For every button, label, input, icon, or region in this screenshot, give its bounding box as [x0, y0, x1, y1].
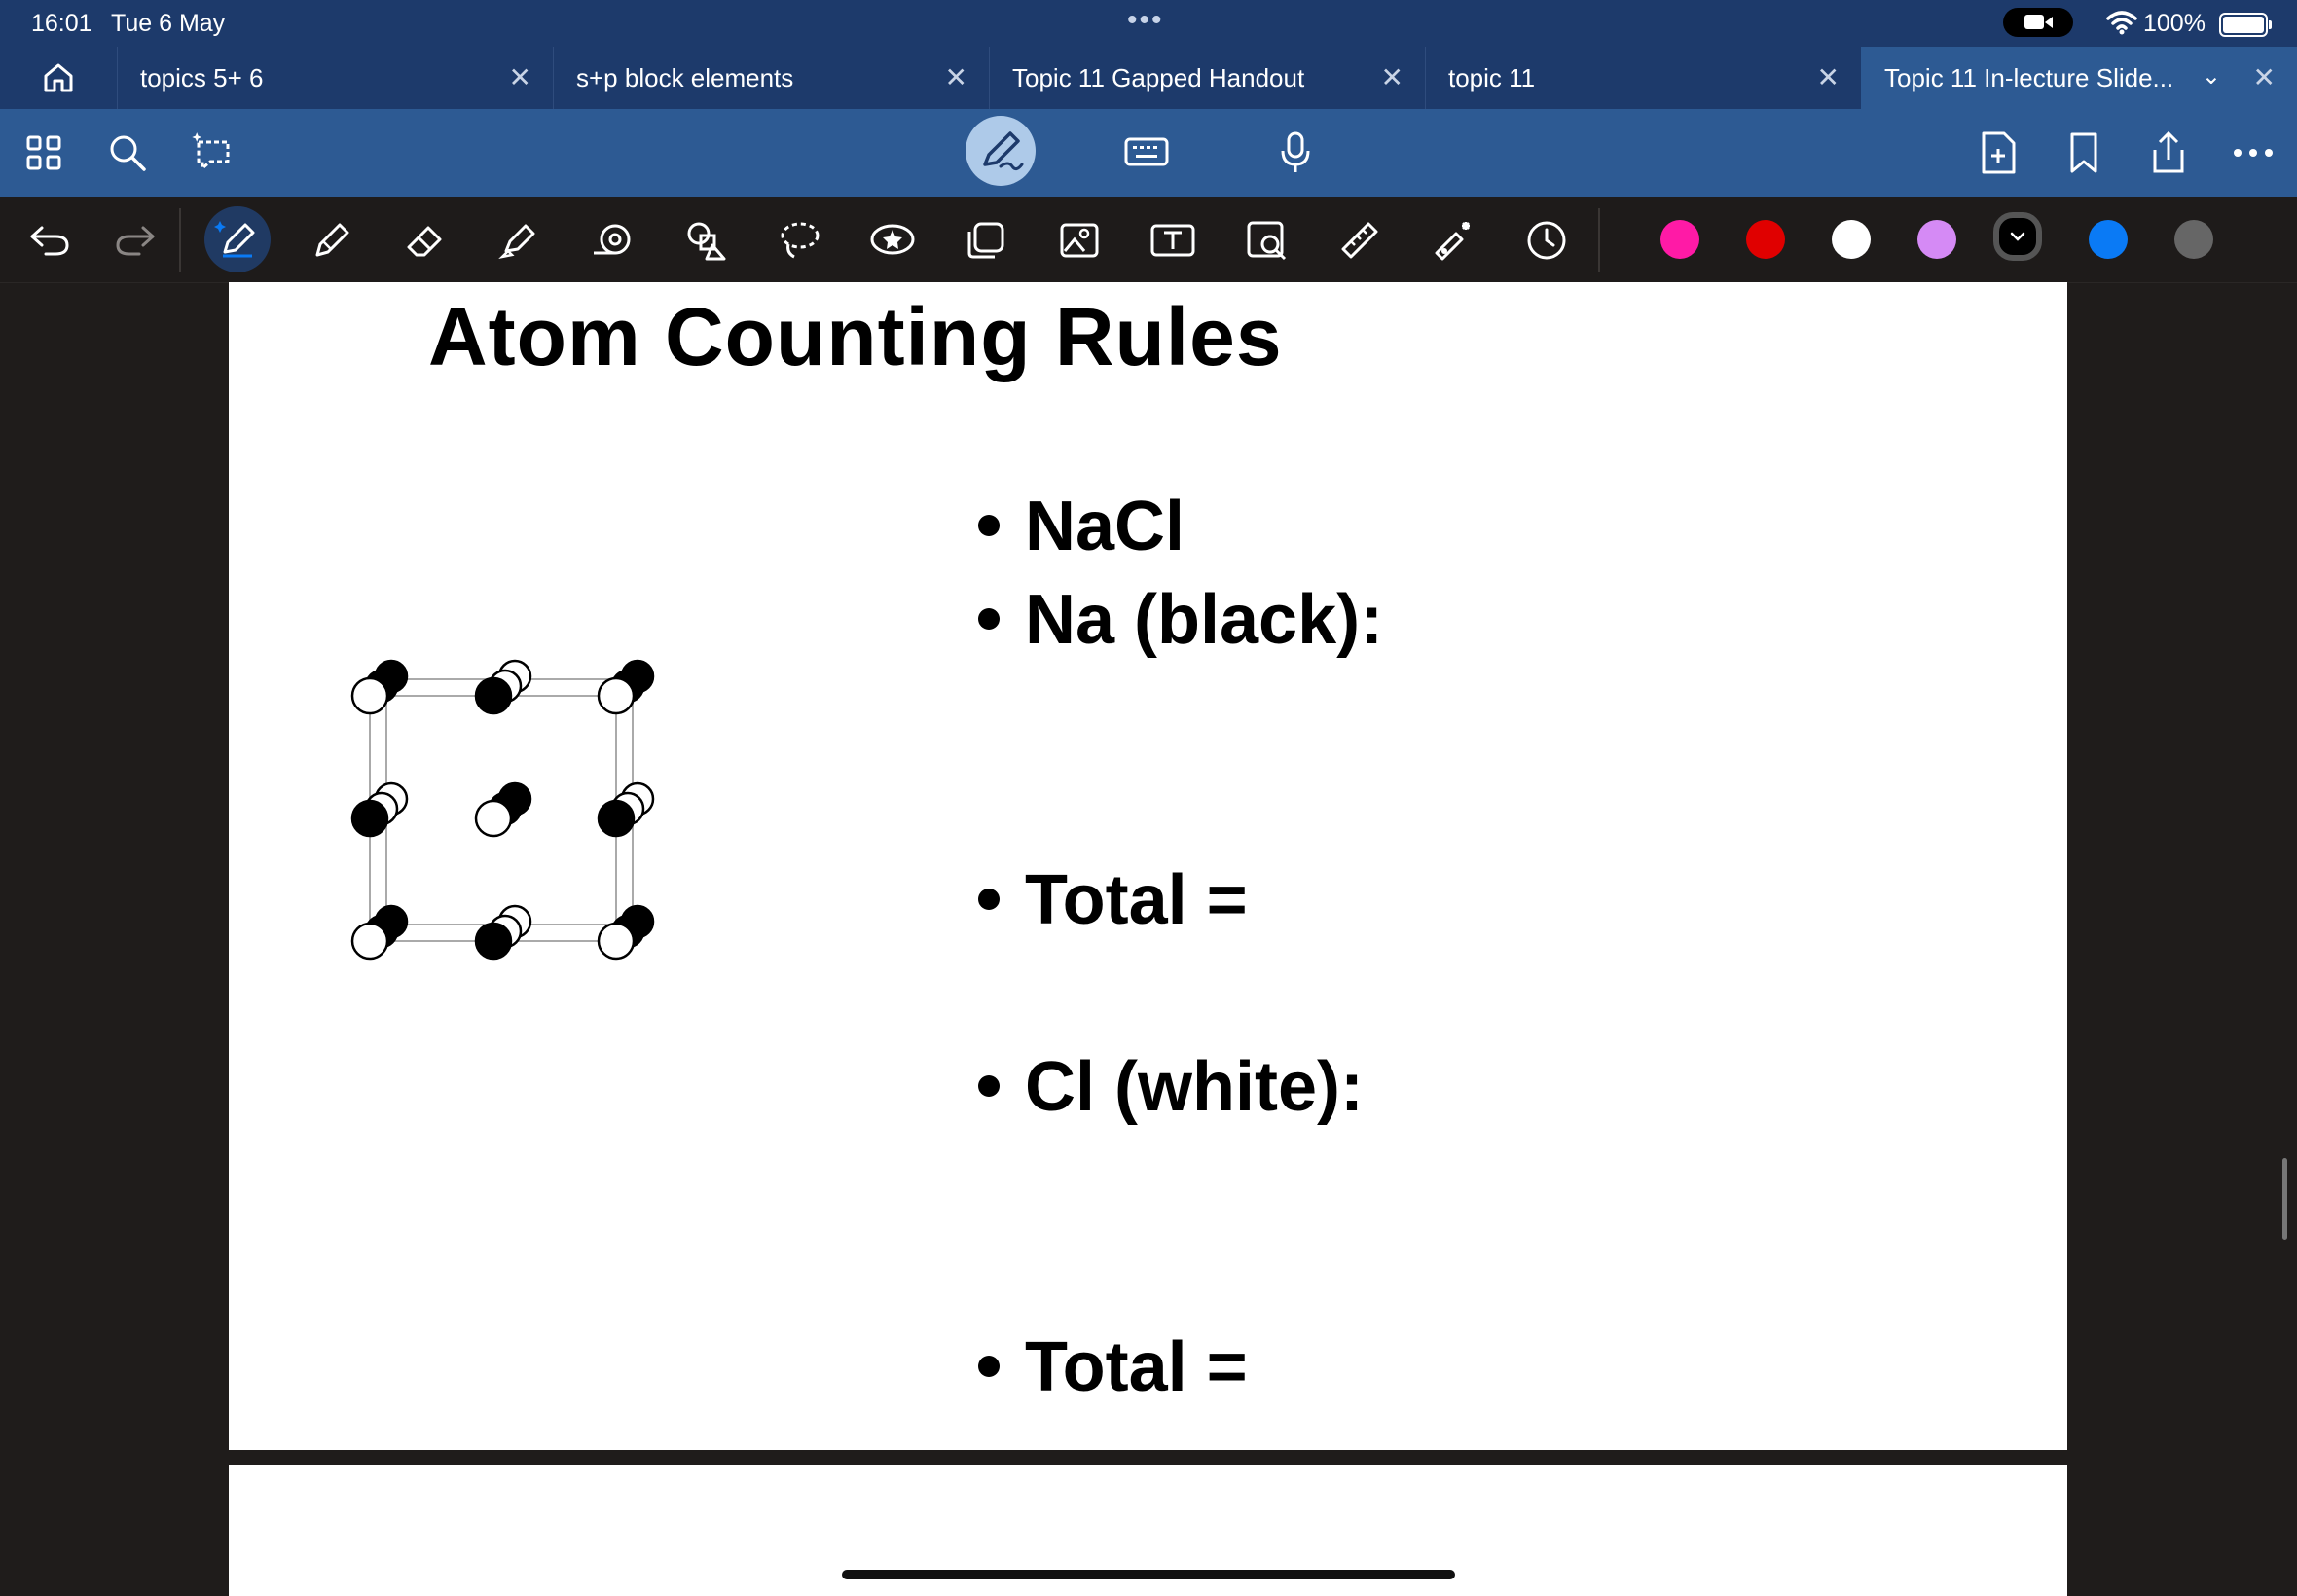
ruler-tool-icon[interactable]: [1333, 214, 1386, 267]
bullet-dot: [978, 889, 1000, 910]
tab-label: topic 11: [1448, 63, 1536, 92]
lattice-atom: [599, 801, 634, 836]
redo-icon[interactable]: [109, 214, 162, 267]
bullet-dot: [978, 608, 1000, 630]
close-tab-icon[interactable]: ✕: [508, 62, 531, 92]
lasso-tool-icon[interactable]: [773, 214, 825, 267]
pen-tool-icon[interactable]: [204, 206, 271, 272]
eraser-tool-icon[interactable]: [399, 214, 452, 267]
color-swatch-red[interactable]: [1746, 220, 1785, 259]
bookmark-icon[interactable]: [2060, 128, 2108, 177]
bullet-dot: [978, 1075, 1000, 1097]
scan-image-icon[interactable]: [1240, 214, 1293, 267]
status-time: 16:01: [31, 10, 92, 37]
toolbar-divider: [1598, 208, 1600, 272]
timer-clock-icon[interactable]: [1520, 214, 1573, 267]
nacl-lattice-diagram: [346, 633, 852, 1119]
color-swatch-white[interactable]: [1832, 220, 1871, 259]
thumbnails-grid-icon[interactable]: [19, 128, 68, 177]
lattice-atom: [352, 678, 387, 713]
wifi-icon: [2106, 8, 2137, 37]
bullet-text: Cl (white):: [1025, 1048, 1364, 1126]
add-page-icon[interactable]: [1974, 128, 2023, 177]
sticky-note-icon[interactable]: [960, 214, 1012, 267]
color-swatch-gray[interactable]: [2174, 220, 2213, 259]
tab-topic-11-in-lecture-slides[interactable]: [1861, 47, 2297, 109]
document-tab-bar: [0, 47, 2297, 109]
battery-percent: 100%: [2143, 10, 2206, 37]
status-date: Tue 6 May: [111, 10, 226, 37]
bullet-item: [978, 487, 1185, 566]
laser-pointer-icon[interactable]: [1427, 214, 1479, 267]
elements-sticker-icon[interactable]: [866, 214, 919, 267]
tab-label: topics 5+ 6: [140, 63, 264, 92]
main-toolbar: [0, 109, 2297, 197]
home-icon: [41, 60, 76, 95]
bullet-text: NaCl: [1025, 488, 1185, 565]
microphone-icon[interactable]: [1271, 128, 1320, 177]
close-tab-icon[interactable]: ✕: [1816, 62, 1840, 92]
chevron-down-icon[interactable]: ⌄: [2201, 63, 2221, 90]
lattice-atom: [476, 801, 511, 836]
home-tab[interactable]: [0, 47, 118, 109]
image-tool-icon[interactable]: [1053, 214, 1106, 267]
color-swatch-black-selected[interactable]: [1993, 212, 2042, 261]
ai-assistant-icon[interactable]: [189, 128, 237, 177]
highlighter-tool-icon[interactable]: [492, 214, 545, 267]
color-swatch-pink[interactable]: [1660, 220, 1699, 259]
close-tab-icon[interactable]: ✕: [944, 62, 967, 92]
lattice-atom: [476, 924, 511, 959]
lattice-atom: [352, 924, 387, 959]
toolbar-divider: [179, 208, 181, 272]
lattice-atom: [476, 678, 511, 713]
bullet-item: [978, 1327, 1248, 1407]
home-indicator[interactable]: [842, 1570, 1455, 1579]
shapes-tool-icon[interactable]: [679, 214, 732, 267]
tape-tool-icon[interactable]: [586, 214, 638, 267]
color-swatch-blue[interactable]: [2089, 220, 2128, 259]
handwriting-mode-button[interactable]: [966, 116, 1036, 186]
drawing-toolbar: [0, 197, 2297, 283]
lattice-atom: [599, 678, 634, 713]
slide-page[interactable]: [229, 282, 2067, 1450]
pen-write-icon: [966, 116, 1036, 186]
text-box-icon[interactable]: [1147, 214, 1199, 267]
bullet-text: Na (black):: [1025, 581, 1384, 659]
bullet-text: Total =: [1025, 861, 1248, 939]
chevron-down-icon: [1999, 218, 2036, 255]
lattice-atom: [352, 801, 387, 836]
keyboard-icon[interactable]: [1122, 128, 1171, 177]
tab-topic-11[interactable]: [1425, 47, 1862, 109]
tab-label: Topic 11 Gapped Handout: [1012, 63, 1305, 92]
tab-sp-block-elements[interactable]: [553, 47, 990, 109]
slide-title: Atom Counting Rules: [428, 291, 1283, 382]
bullet-item: [978, 580, 1383, 660]
camera-indicator-icon: [2003, 8, 2073, 37]
bullet-dot: [978, 1356, 1000, 1377]
tab-topic-11-gapped-handout[interactable]: [989, 47, 1426, 109]
close-tab-icon[interactable]: ✕: [1380, 62, 1404, 92]
scrollbar[interactable]: [2282, 1158, 2287, 1240]
search-icon[interactable]: [103, 128, 152, 177]
bullet-dot: [978, 515, 1000, 536]
battery-icon: [2219, 13, 2268, 37]
pencil-tool-icon[interactable]: [306, 214, 358, 267]
bullet-text: Total =: [1025, 1328, 1248, 1406]
close-tab-icon[interactable]: ✕: [2252, 62, 2276, 92]
tab-label: s+p block elements: [576, 63, 794, 92]
more-options-icon[interactable]: [2229, 128, 2278, 177]
bullet-item: [978, 1047, 1364, 1127]
lattice-atom: [599, 924, 634, 959]
color-swatch-lilac[interactable]: [1917, 220, 1956, 259]
multitasking-dots-icon[interactable]: •••: [1127, 4, 1164, 36]
share-icon[interactable]: [2144, 128, 2193, 177]
undo-icon[interactable]: [23, 214, 76, 267]
bullet-item: [978, 860, 1248, 940]
tab-topics-5-6[interactable]: [117, 47, 554, 109]
tab-label: Topic 11 In-lecture Slide...: [1884, 63, 2174, 92]
status-bar: [0, 0, 2297, 47]
